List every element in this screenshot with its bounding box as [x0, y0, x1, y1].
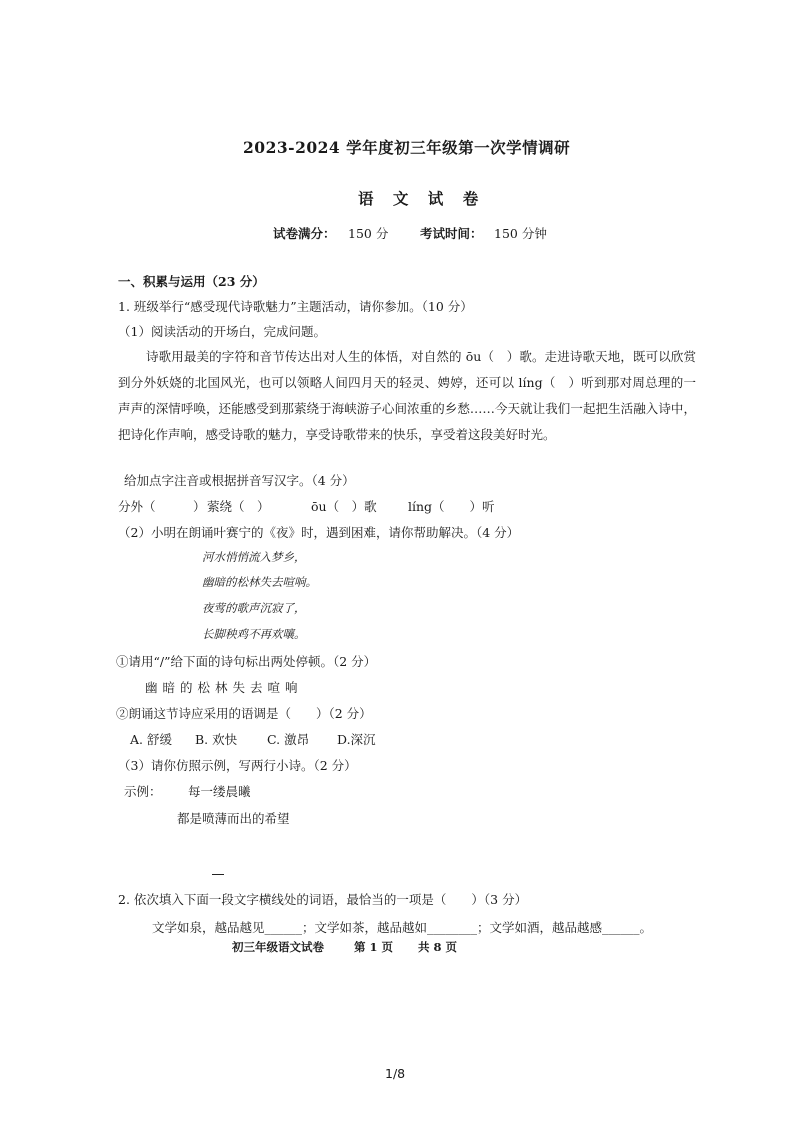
- footer-page-label: 第 1 页: [354, 940, 394, 954]
- section-heading: 一、积累与运用（23 分）: [118, 274, 265, 289]
- example-line-1: 每一缕晨曦: [188, 784, 251, 799]
- question-1-part1-stem: （1）阅读活动的开场白，完成问题。: [118, 324, 326, 339]
- question-2-text: 文学如泉，越品越见______；文学如茶，越品越如________；文学如酒，越品越感______。: [152, 920, 653, 935]
- part2-sub2: ②朗诵这节诗应采用的语调是（ ）（2 分）: [116, 706, 372, 721]
- example-line-2: 都是喷薄而出的希望: [177, 811, 290, 826]
- example-label: 示例：: [124, 784, 162, 799]
- option-b: B. 欢快: [195, 732, 238, 747]
- page-counter: 1/8: [385, 1066, 406, 1081]
- time-value: 150 分钟: [494, 226, 547, 241]
- question-1-part2-stem: （2）小明在朗诵叶赛宁的《夜》时，遇到困难，请你帮助解决。（4 分）: [118, 525, 520, 540]
- full-score-label: 试卷满分：: [273, 226, 336, 241]
- footer-total-label: 共 8 页: [418, 940, 458, 954]
- part1-instruction: 给加点字注音或根据拼音写汉字。（4 分）: [124, 473, 355, 488]
- option-c: C. 激昂: [267, 732, 310, 747]
- answer-mark: [212, 874, 224, 875]
- reading-passage: 诗歌用最美的字符和音节传达出对人生的体悟，对自然的 ōu（ ）歌。走进诗歌天地，既可以欣赏到分外妖娆的北国风光，也可以领略人间四月天的轻灵、娉婷，还可以 líng（ ）听到那对周总理的一声声的深情呼唤，还能感受到那萦绕于海峡游子心间浓重的乡愁……今天就让我们一起把生活融入诗中，把诗化作声响，感受诗歌的魅力，享受诗歌带来的快乐，享受着这段美好时光。: [118, 349, 696, 442]
- full-score-value: 150 分: [348, 226, 389, 241]
- footer-exam-name: 初三年级语文试卷: [232, 940, 324, 954]
- blank-item: 萦绕（ ）: [207, 499, 270, 514]
- poem-line: 幽暗的松林失去喧响。: [202, 575, 317, 589]
- part2-sub1: ①请用“/”给下面的诗句标出两处停顿。（2 分）: [116, 654, 377, 669]
- blank-item: 分外（ ）: [118, 499, 206, 514]
- exam-title: 2023-2024 学年度初三年级第一次学情调研: [243, 138, 571, 157]
- option-d: D.深沉: [337, 732, 376, 747]
- question-1-part3-stem: （3）请你仿照示例，写两行小诗。（2 分）: [118, 758, 357, 773]
- exam-subtitle: 语 文 试 卷: [358, 189, 486, 208]
- poem-line: 长脚秧鸡不再欢嚷。: [202, 627, 306, 641]
- question-2-stem: 2. 依次填入下面一段文字横线处的词语，最恰当的一项是（ ）（3 分）: [118, 892, 528, 907]
- time-label: 考试时间：: [420, 226, 483, 241]
- poem-line: 河水悄悄流入梦乡，: [202, 550, 306, 564]
- option-a: A. 舒缓: [130, 732, 172, 747]
- poem-line: 夜莺的歌声沉寂了，: [202, 601, 306, 615]
- blank-item: líng（ ）听: [408, 499, 495, 514]
- question-1-stem: 1. 班级举行“感受现代诗歌魅力”主题活动，请你参加。（10 分）: [118, 299, 473, 314]
- pause-marking-line: 幽暗的松林失去喧响: [145, 680, 303, 695]
- blank-item: ōu（ ）歌: [311, 499, 377, 514]
